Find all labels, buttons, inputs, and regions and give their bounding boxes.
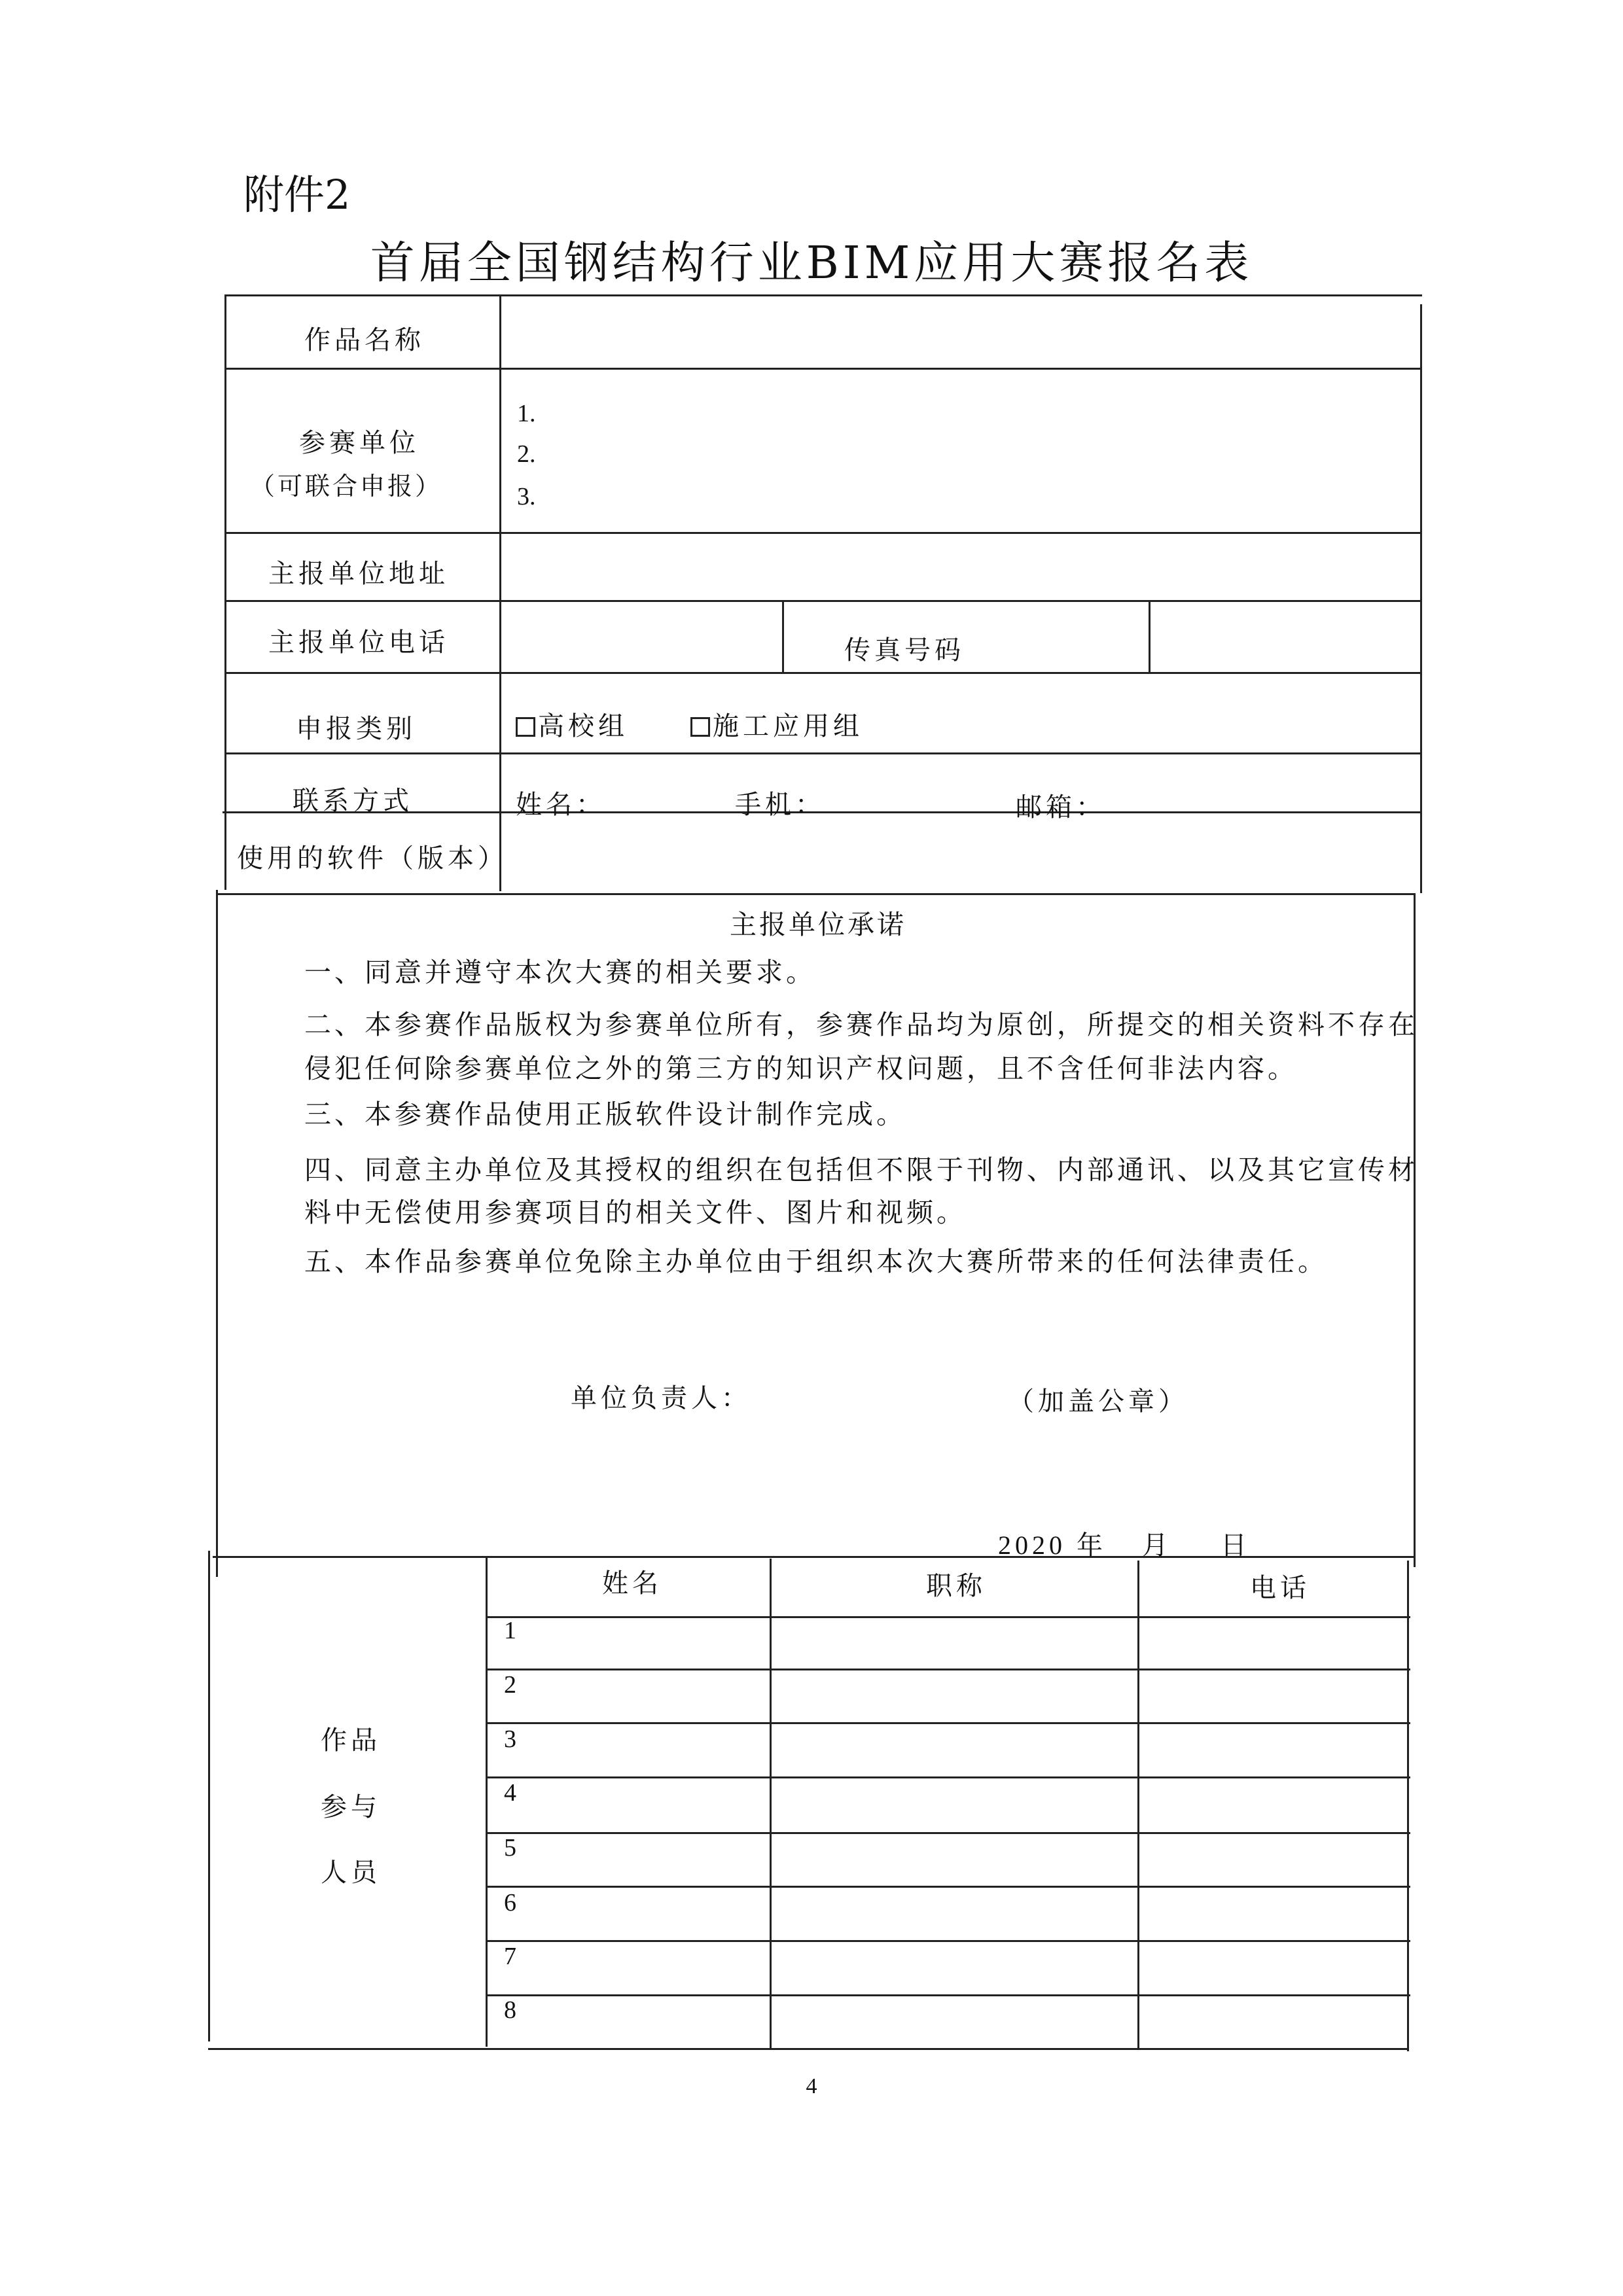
participants-row-line	[486, 1616, 1410, 1618]
date-year: 2020 年	[998, 1530, 1107, 1560]
pledge-line-2: 二、本参赛作品版权为参赛单位所有，参赛作品均为原创，所提交的相关资料不存在	[304, 1009, 1418, 1040]
row-line	[224, 294, 1422, 296]
unit-field[interactable]	[550, 380, 1414, 527]
unit-item-1: 1.	[517, 400, 536, 427]
pledge-line-3: 侵犯任何除参赛单位之外的第三方的知识产权问题，且不含任何非法内容。	[304, 1053, 1298, 1084]
fax-field[interactable]	[1153, 603, 1415, 669]
row-line	[224, 532, 1422, 534]
participants-row-line	[486, 1722, 1410, 1724]
seal-note: （加盖公章）	[1008, 1386, 1188, 1417]
column-header-title: 职称	[926, 1571, 986, 1601]
table-row: 7	[504, 1943, 516, 1970]
phone-field[interactable]	[504, 603, 779, 669]
participants-row-line	[486, 1886, 1410, 1888]
participants-row-line	[486, 1669, 1410, 1670]
phone-fax-divider	[782, 600, 784, 672]
table-border-right	[1420, 304, 1422, 893]
row-line	[224, 752, 1422, 754]
address-label: 主报单位地址	[268, 559, 449, 589]
contact-name: 姓名：	[516, 790, 606, 820]
row-line	[224, 368, 1422, 370]
table-row: 2	[504, 1671, 516, 1699]
table-border-left	[216, 890, 218, 1577]
work-name-field[interactable]	[504, 298, 1417, 366]
participants-col-divider	[770, 1559, 772, 2048]
table-border-left	[224, 294, 226, 890]
category-option-university[interactable]	[516, 705, 628, 743]
participants-col-divider	[1137, 1561, 1139, 2050]
row-line	[224, 600, 1422, 602]
software-field[interactable]	[504, 816, 1417, 889]
participants-row-line	[486, 1832, 1410, 1834]
participants-side-label-2: 参与	[321, 1792, 381, 1822]
participants-index-divider	[486, 1556, 488, 2047]
table-row: 5	[504, 1834, 516, 1862]
table-border-right	[1407, 1561, 1409, 2051]
pledge-line-7: 五、本作品参赛单位免除主办单位由于组织本次大赛所带来的任何法律责任。	[304, 1246, 1328, 1277]
category-label: 申报类别	[296, 714, 416, 744]
category-option-construction[interactable]	[690, 705, 863, 743]
fax-label: 传真号码	[844, 635, 965, 665]
column-header-phone: 电话	[1250, 1573, 1310, 1603]
pledge-title: 主报单位承诺	[730, 909, 906, 940]
unit-item-2: 2.	[517, 440, 536, 468]
table-row: 4	[504, 1779, 516, 1807]
table-bottom	[208, 2048, 1409, 2050]
unit-note: （可联合申报）	[250, 472, 443, 501]
attachment-label: 附件2	[243, 171, 351, 219]
checkbox[interactable]	[690, 717, 710, 737]
checkbox[interactable]	[516, 717, 535, 737]
table-row: 6	[504, 1889, 516, 1916]
pledge-line-4: 三、本参赛作品使用正版软件设计制作完成。	[304, 1099, 906, 1130]
date-month: 月	[1142, 1530, 1172, 1561]
form-title: 首届全国钢结构行业BIM应用大赛报名表	[370, 238, 1253, 289]
contact-email: 邮箱：	[1016, 792, 1106, 822]
category-option-label: 施工应用组	[713, 711, 863, 741]
participants-row-line	[486, 1776, 1410, 1778]
table-row: 1	[504, 1617, 516, 1644]
unit-label: 参赛单位	[299, 428, 419, 458]
row-line	[218, 893, 1416, 895]
fax-value-divider	[1149, 600, 1150, 672]
contact-label: 联系方式	[293, 786, 413, 816]
category-option-label: 高校组	[538, 711, 628, 741]
pledge-line-1: 一、同意并遵守本次大赛的相关要求。	[304, 957, 816, 988]
participants-row-line	[486, 1940, 1410, 1942]
contact-mobile: 手机：	[735, 790, 825, 820]
phone-label: 主报单位电话	[268, 627, 449, 658]
participants-side-label-3: 人员	[321, 1858, 381, 1888]
column-header-name: 姓名	[602, 1568, 662, 1598]
row-line	[224, 672, 1422, 674]
pledge-line-5: 四、同意主办单位及其授权的组织在包括但不限于刊物、内部通讯、以及其它宣传材	[304, 1154, 1418, 1186]
table-row: 3	[504, 1725, 516, 1753]
table-row: 8	[504, 1996, 516, 2024]
date-day: 日	[1221, 1530, 1251, 1561]
page-number: 4	[806, 2074, 817, 2098]
responsible-person-label: 单位负责人：	[571, 1383, 751, 1413]
pledge-line-6: 料中无偿使用参赛项目的相关文件、图片和视频。	[304, 1197, 967, 1228]
participants-side-label-1: 作品	[321, 1725, 381, 1756]
participants-row-line	[486, 1994, 1410, 1996]
unit-item-3: 3.	[517, 483, 536, 510]
software-label: 使用的软件（版本）	[237, 843, 508, 874]
table-border-left	[208, 1551, 210, 2041]
label-divider	[499, 296, 501, 891]
table-border-right	[1414, 893, 1416, 1567]
address-field[interactable]	[504, 537, 1417, 599]
work-name-label: 作品名称	[304, 325, 425, 355]
